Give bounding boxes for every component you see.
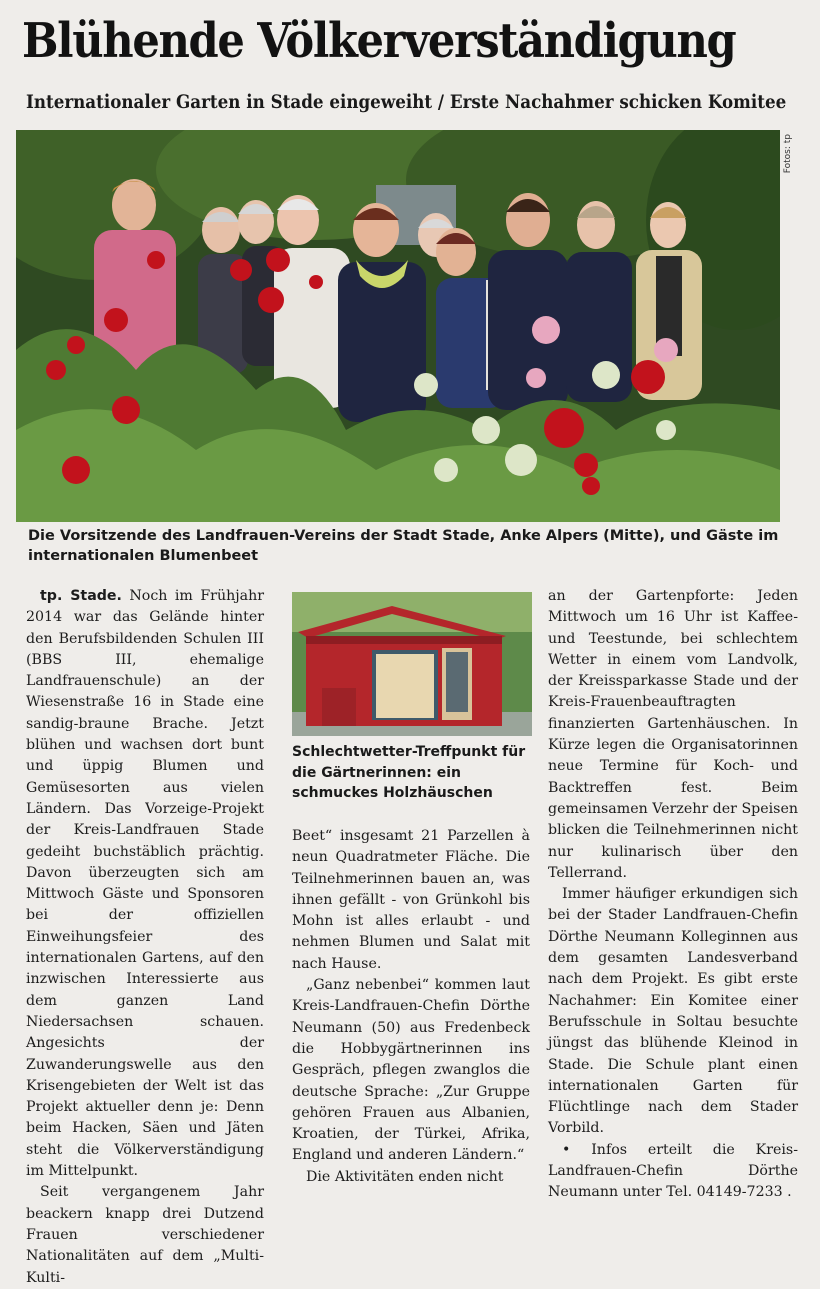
main-photo-caption: Die Vorsitzende des Landfrauen-Vereins der Stadt Stade, Anke Alpers (Mitte), und Gäste im internationalen Blumenbeet [28,528,779,564]
paragraph-text: Noch im Frühjahr 2014 war das Gelände hinter den Berufsbildenden Schulen III (BBS III, ehemalige Landfrauenschule) an der Wiesenstraße 16 in Stade eine sandig-braune Brache. Jetzt blühen und wachsen dort bunt und üppig Blumen und Gemüsesorten aus vielen Ländern. Das Vorzeige-Projekt der Kreis-Landfrauen Stade gedeiht buchstäblich prächtig. Davon überzeugten sich am Mittwoch Gäste und Sponsoren bei der offiziellen Einweihungsfeier des internationalen Gartens, auf den inzwischen Interessierte aus dem ganzen Land Niedersachsen schauen. Angesichts der Zuwanderungswelle aus den Krisengebieten der Welt ist das Projekt aktueller denn je: Denn beim Hacken, Säen und Jäten steht die Völkerverständigung im Mittelpunkt. [26,588,264,1180]
garden-hut-photo [292,592,532,736]
dateline: tp. Stade. [40,588,122,604]
paragraph: Die Aktivitäten enden nicht [306,1168,504,1185]
article-column-2 [292,826,530,1188]
subheadline: Internationaler Garten in Stade eingeweiht / Erste Nachahmer schicken Komitee [26,91,787,113]
paragraph [26,586,264,1182]
paragraph: Immer häufiger erkundigen sich bei der Stader Landfrauen-Chefin Dörthe Neumann Kolleginnen aus dem gesamten Landesverband nach dem Projekt. Es gibt erste Nachahmer: Ein Komitee einer Berufsschule in Soltau besuchte jüngst das blühende Kleinod in Stade. Die Schule plant einen internationalen Garten für Flüchtlinge nach dem Stader Vorbild. [548,886,798,1137]
photo-credit: Fotos: tp [783,134,793,174]
paragraph: an der Gartenpforte: Jeden Mittwoch um 16 Uhr ist Kaffee- und Teestunde, bei schlechtem Wetter in einem vom Landvolk, der Kreissparkasse Stade und der Kreis-Frauenbeauftragten finanzierten Gartenhäuschen. In Kürze legen die Organisatorinnen neue Termine für Koch- und Backtreffen fest. Beim gemeinsamen Verzehr der Speisen blicken die Teilnehmerinnen nicht nur kulinarisch über den Tellerrand. [548,588,798,881]
main-photo [16,130,780,522]
garden-hut-caption: Schlechtwetter-Treffpunkt für die Gärtnerinnen: ein schmuckes Holzhäuschen [292,744,526,801]
paragraph: „Ganz nebenbei“ kommen laut Kreis-Landfrauen-Chefin Dörthe Neumann (50) aus Fredenbeck die Hobbygärtnerinnen ins Gespräch, pflegen zwanglos die deutsche Sprache: „Zur Gruppe gehören Frauen aus Albanien, Kroatien, der Türkei, Afrika, England und anderen Ländern.“ [292,977,530,1164]
article-column-1 [26,586,264,1289]
info-note: • Infos erteilt die Kreis-Landfrauen-Chefin Dörthe Neumann unter Tel. 04149-7233 . [548,1141,798,1201]
paragraph: Seit vergangenem Jahr beackern knapp drei Dutzend Frauen verschiedener Nationalitäten auf dem „Multi-Kulti- [26,1184,264,1286]
headline: Blühende Völkerverständigung [22,13,736,69]
article-column-3 [548,586,798,1204]
paragraph: Beet“ insgesamt 21 Parzellen à neun Quadratmeter Fläche. Die Teilnehmerinnen bauen an, was ihnen gefällt - von Grünkohl bis Mohn ist alles erlaubt - und nehmen Blumen und Salat mit nach Hause. [292,828,530,972]
